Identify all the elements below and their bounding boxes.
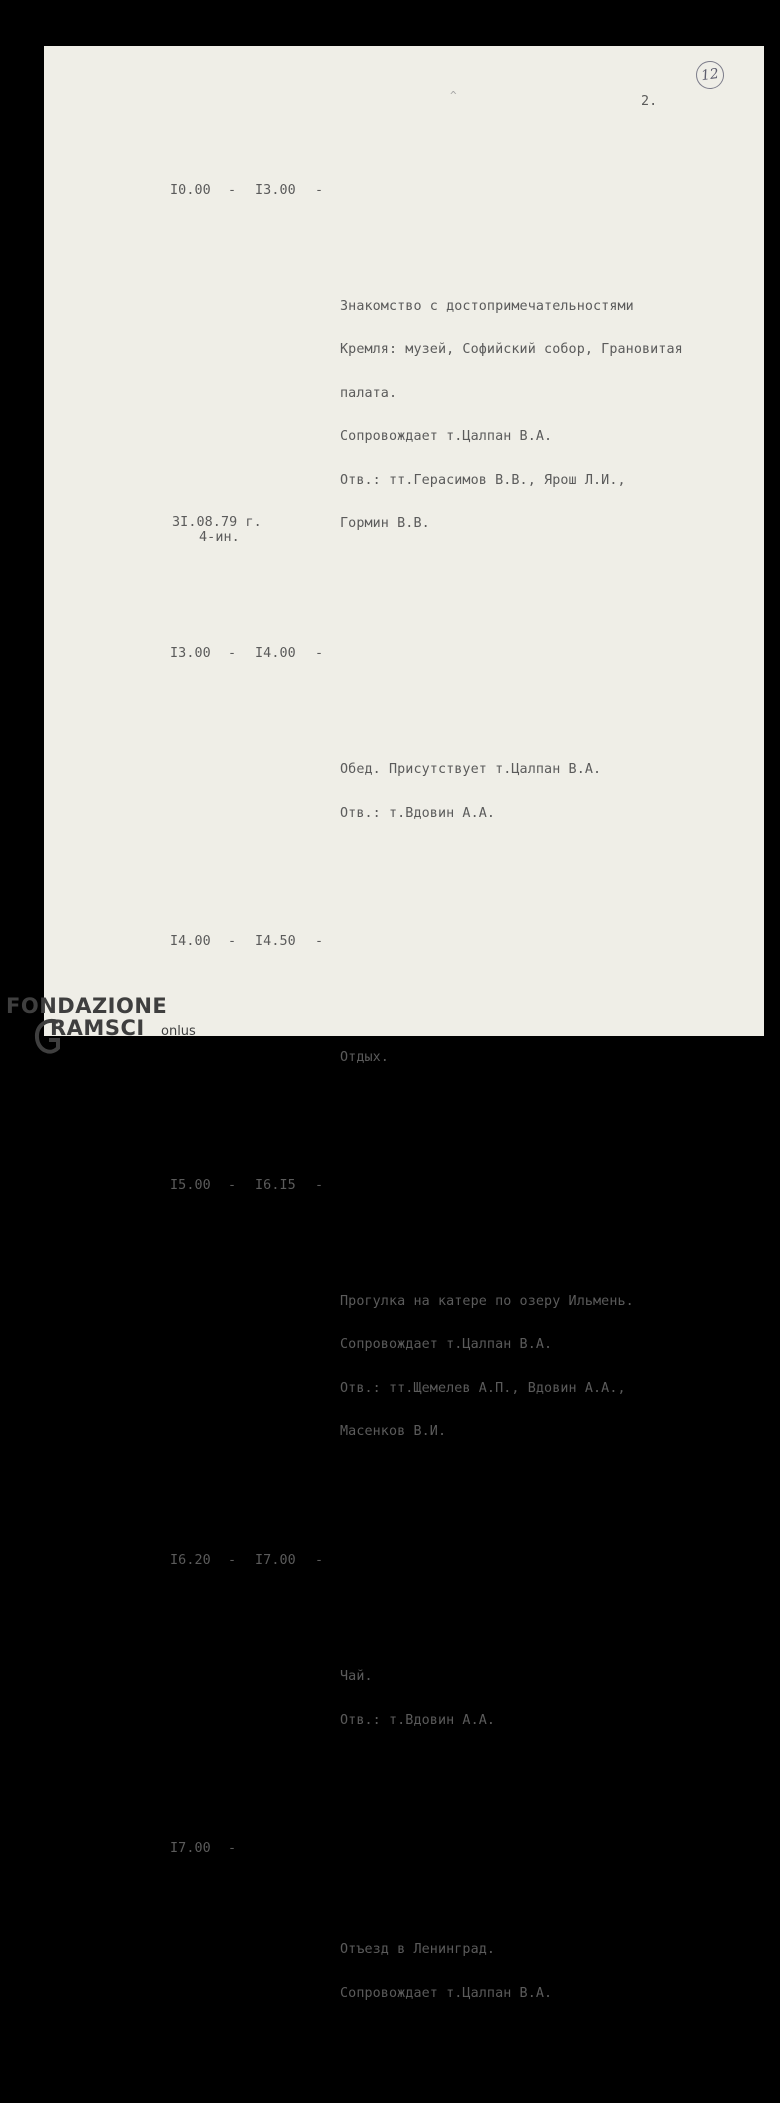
- document-page: [44, 46, 764, 2001]
- archive-watermark: [6, 994, 196, 1040]
- description-line: Отв.: тт.Щемелев А.П., Вдовин А.А.,: [340, 1380, 626, 1396]
- end-time: I7.00: [255, 1553, 296, 1568]
- description-line: Гормин В.В.: [340, 516, 430, 531]
- watermark-suffix: onlus: [161, 1024, 196, 1039]
- activity-description: [340, 1641, 683, 1757]
- activity-description: [340, 271, 683, 561]
- description-line: Отв.: тт.Герасимов В.В., Ярош Л.И.,: [340, 472, 626, 488]
- start-time: I4.00: [170, 933, 211, 949]
- start-time: I0.00: [170, 182, 211, 198]
- description-line: Кремля: музей, Софийский собор, Грановитая: [340, 342, 683, 357]
- description-line: Отв.: т.Вдовин А.А.: [340, 805, 496, 821]
- document-date: 3I.08.79 г.: [172, 515, 262, 530]
- description-line: Сопровождает т.Цалпан В.А.: [340, 1337, 553, 1352]
- start-time: I7.00: [170, 1840, 211, 1856]
- description-line: Обед. Присутствует т.Цалпан В.А.: [340, 762, 602, 777]
- description-line: Знакомство с достопримечательностями: [340, 298, 634, 314]
- description-line: Отдых.: [340, 1049, 389, 1065]
- dash: -: [315, 1177, 324, 1193]
- start-time: I5.00: [170, 1177, 211, 1193]
- page-number: 2.: [641, 94, 658, 109]
- activity-description: [340, 1914, 683, 2030]
- description-line: Отв.: т.Вдовин А.А.: [340, 1712, 496, 1728]
- dash: -: [228, 1840, 237, 1856]
- end-time: I4.50: [255, 933, 296, 949]
- copies-count: 4-ин.: [199, 530, 240, 545]
- start-time: I6.20: [170, 1553, 211, 1568]
- start-time: I3.00: [170, 646, 211, 661]
- schedule-row: [170, 1842, 683, 2060]
- end-time: I6.I5: [255, 1177, 296, 1193]
- activity-description: [340, 734, 683, 850]
- dash: -: [315, 182, 324, 198]
- description-line: Чай.: [340, 1669, 373, 1684]
- watermark-line2: RAMSCI: [50, 1016, 145, 1040]
- dash: -: [228, 646, 237, 661]
- schedule-row: [170, 647, 683, 879]
- activity-description: [340, 1022, 683, 1095]
- archive-stamp: 12: [694, 59, 726, 91]
- schedule-row: [170, 1554, 683, 1786]
- description-line: Масенков В.И.: [340, 1424, 447, 1439]
- description-line: Отъезд в Ленинград.: [340, 1942, 496, 1957]
- description-line: Сопровождает т.Цалпан В.А.: [340, 429, 553, 444]
- dash: -: [315, 646, 324, 661]
- ink-smudge: ^: [450, 89, 457, 102]
- dash: -: [315, 933, 324, 949]
- dash: -: [228, 933, 237, 949]
- end-time: I4.00: [255, 646, 296, 661]
- schedule-row: [170, 1179, 683, 1498]
- dash: -: [228, 182, 237, 198]
- activity-description: [340, 1266, 683, 1469]
- description-line: Прогулка на катере по озеру Ильмень.: [340, 1293, 634, 1309]
- description-line: палата.: [340, 385, 398, 401]
- schedule-row: [170, 935, 683, 1124]
- description-line: Сопровождает т.Цалпан В.А.: [340, 1985, 553, 2001]
- dash: -: [228, 1553, 237, 1568]
- schedule-list: [170, 140, 683, 2103]
- watermark-line1: FONDAZIONE: [6, 994, 168, 1018]
- dash: -: [315, 1553, 324, 1568]
- end-time: I3.00: [255, 182, 296, 198]
- dash: -: [228, 1177, 237, 1193]
